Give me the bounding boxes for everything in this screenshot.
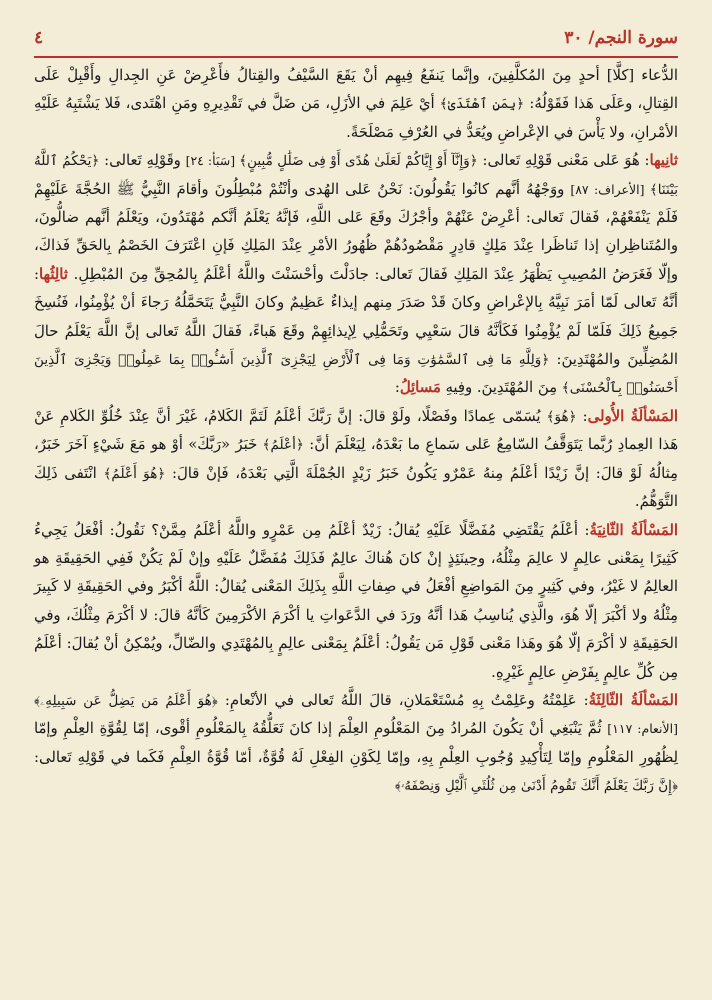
verse-reference: [سَبَأ: ٢٤] [185, 153, 240, 169]
text-run: يُسَمّى عِمادًا وفَصْلًا، ولَوْ قالَ: إنَّ رَبَّكَ أعْلَمُ لَتَمَّ الكَلامُ، غَيْرَ أنَّ عِنْدَ خُلُوِّ الكَلامِ عَنْ هَذا العِمادِ رُبَّما يَتَوَقَّفُ السّامِعُ عَلى سَماعِ ما بَعْدَهُ، لِيَعْلَمَ أنَّ: [34, 407, 678, 454]
section-heading: ثالِثُها [39, 265, 68, 283]
quran-quote: ﴿إِنَّ رَبَّكَ يَعْلَمُ أَنَّكَ تَقُومُ أَدْنَىٰ مِن ثُلُثَىِ ٱلَّيْلِ وَنِصْفَهُۥ﴾ [394, 778, 678, 795]
page-number: ٤ [34, 28, 44, 48]
page-body [34, 62, 678, 992]
paragraph [34, 62, 678, 147]
paragraph [34, 403, 678, 517]
text-run: : أنَّهُ تَعالى لَمّا أمَرَ نَبِيَّهُ بِالإعْراضِ وكانَ قَدْ صَدَرَ مِنهم إيذاءٌ عَظِيمٌ وكانَ النَّبِيُّ يَتَحَمَّلُهُ رَجاءَ أنْ يُؤْمِنُوا، فَنُسِخَ جَمِيعُ ذَلِكَ فَلَمّا لَمْ يُؤْمِنُوا فَكَأنَّهُ قالَ سَعْيِي وتَحَمُّلِي لِإيذائِهِمْ وقَعَ هَباءً، فَقالَ اللَّهُ تَعالى إنَّ اللَّهَ يَعْلَمُ حالَ المُضِلِّينَ والمُهْتَدِينَ: [34, 265, 678, 369]
text-run: : أعْلَمُ يَقْتَضِي مُفَضَّلًا عَلَيْهِ يُقالُ: زَيْدٌ أعْلَمُ مِن عَمْرٍو واللَّهُ أعْلَمُ مِمَّنْ؟ نَقُولُ: أفْعَلُ يَجِيءُ كَثِيرًا بِمَعْنى عالِمٍ لا عالِمَ مِثْلُهُ، وحِينَئِذٍ إنْ كانَ هُناكَ عالِمٌ فَذَلِكَ مُفَضَّلٌ عَلَيْهِ وإنْ لَمْ يَكُنْ فَفِي الحَقِيقَةِ هو العالِمُ لا غَيْرُ، وفي كَثِيرٍ مِنَ المَواضِعِ أفْعَلُ في صِفاتِ اللَّهِ بِذَلِكَ المَعْنى يُقالُ: اللَّهُ أكْبَرُ وفي الحَقِيقَةِ لا كَبِيرَ مِثْلُهُ ولا أكْبَرَ إلّا هُوَ، والَّذِي يُناسِبُ هَذا أنَّهُ ورَدَ في الدَّعَواتِ يا أكْرَمَ الأكْرَمِينَ كَأنَّهُ قالَ: لا أكْرَمَ مِثْلُكَ، وفي الحَقِيقَةِ لا أكْرَمَ إلّا هُوَ وهَذا مَعْنى قَوْلِ مَن يَقُولُ: أعْلَمُ بِمَعْنى عالِمٍ بِالمُهْتَدِي والضّالِّ، ويُمْكِنُ أنْ يُقالَ: أعْلَمُ مِن كُلِّ عالِمٍ بِفَرْضِ عالِمٍ غَيْرِهِ. [34, 521, 679, 681]
text-run: : [394, 379, 400, 397]
quran-quote: ﴿هُوَ أَعْلَمُ مَن يَضِلُّ عَن سَبِيلِهِۦ﴾ [34, 692, 218, 709]
text-run: ثُمَّ يَنْبَغِي أنْ يَكُونَ المُرادُ مِنَ المَعْلُومِ العِلْمَ إذا كانَ تَعَلُّقُهُ بِالمَعْلُومِ أقْوى، إمّا لِقُوَّةِ العِلْمِ وإمّا لِظُهُورِ المَعْلُومِ وإمّا لِتَأْكِيدِ وُجُوبِ العِلْمِ بِهِ، وإمّا لِكَوْنِ الفِعْلِ لَهُ قُوَّةٌ، أمّا قُوَّةُ العِلْمِ فَكَما في قَوْلِهِ تَعالى: [34, 720, 678, 766]
quran-quote: ﴿يَحْكُمُ ٱللَّهُ بَيْنَنَا﴾ [34, 153, 678, 198]
text-run: وقَوْلِهِ تَعالى: [99, 152, 186, 170]
text-run: الدُّعاء [كلَّا] أحدٍ مِنَ المُكلَّفِينَ، وإنَّما يَنفَعُ فِيهِم أنْ يَقَعَ السَّيْفُ والقِتالُ فأَعْرِضْ عَنِ الجِدالِ وأَقْبِلْ عَلَى القِتالِ، وعَلَى هَذا فَقَوْلُهُ: [34, 67, 678, 113]
quran-quote: ﴿وَإِنَّآ أَوْ إِيَّاكُمْ لَعَلَىٰ هُدًى أَوْ فِى ضَلَٰلٍ مُّبِينٍ﴾ [239, 153, 478, 170]
section-heading: المَسْألَةُ الثّانِيَةُ [589, 521, 678, 539]
header-rule [34, 56, 678, 58]
section-heading: ثانِيها [649, 152, 678, 170]
quran-quote: ﴿أعْلَمُ﴾ [262, 437, 304, 454]
quran-quote: ﴿بِمَنِ ٱهْتَدَىٰ﴾ [439, 96, 525, 113]
text-run: : عَلِمْتُهُ وعَلِمْتُ بِهِ مُسْتَعْمَلانِ، قالَ اللَّهُ تَعالى في الأنْعامِ: [217, 691, 589, 709]
text-run: ووَجْهُهُ أنَّهم كانُوا يَقُولُونَ: نَحْنُ عَلى الهُدى وأنْتُمْ مُبْطِلُونَ وأقامَ النَّبِيُّ ﷺ الحُجَّةَ عَلَيْهِمْ فَلَمْ يَنْفَعْهُمْ، فَقالَ تَعالى: أعْرِضْ عَنْهُمْ وأجْرُكَ وقَعَ عَلى اللَّهِ، فَإنَّهُ يَعْلَمُ أنَّكم مُهْتَدُونَ، ويَعْلَمُ أنَّهم ضالُّونَ، والمُتَناظِرانِ إذا تَناظَرا عِنْدَ مَلِكٍ قادِرٍ مَقْصُودُهُمْ ظُهُورُ الأمْرِ عِنْدَ المَلِكِ فَإنِ اعْتَرَفَ الخَصْمُ بِالحَقِّ فَذاكَ، وإلّا فَغَرَضُ المُصِيبِ يَظْهَرُ عِنْدَ المَلِكِ فَقالَ تَعالى: جادَلْتَ وأحْسَنْتَ واللَّهُ أعْلَمُ بِالمُحِقِّ مِنَ المُبْطِلِ. [34, 180, 678, 283]
section-heading: المَسْألَةُ الأُولى [587, 407, 678, 425]
paragraph [34, 147, 678, 403]
text-run: : [576, 407, 588, 425]
page-header [34, 28, 678, 48]
surah-title: سورة النجم/ ٣٠ [564, 28, 678, 48]
paragraph [34, 517, 678, 687]
text-run: : هُوَ عَلى مَعْنى قَوْلِهِ تَعالى: [477, 152, 650, 170]
quran-quote: ﴿هُوَ أَعْلَمُ﴾ [103, 465, 166, 482]
paragraph [34, 687, 678, 801]
text-run: انْتَفى ذَلِكَ التَّوَهُّمُ. [34, 464, 678, 511]
quran-quote: ﴿وَلِلَّهِ مَا فِى ٱلسَّمَٰوَٰتِ وَمَا فِى ٱلْأَرْضِ لِيَجْزِىَ ٱلَّذِينَ أَسَٰٓـُٔوا۟ بِمَا عَمِلُوا۟ وَيَجْزِىَ ٱلَّذِينَ أَحْسَنُوا۟ بِٱلْحُسْنَى﴾ [34, 352, 678, 397]
verse-reference: [الأنعام: ١١٧] [607, 721, 678, 737]
section-heading: مَسائِلُ [399, 379, 441, 397]
text-run: أيْ عَلِمَ في الأزَلِ، مَن ضَلَّ في تَقْدِيرِهِ ومَنِ اهْتَدى، فَلا يَشْتَبِهُ عَلَيْهِ الأمْرانِ، ولا يَأْسَ في الإعْراضِ ويُعَدُّ في العُرْفِ مَصْلَحَةً. [34, 95, 678, 141]
quran-quote: ﴿هُوَ﴾ [546, 408, 577, 425]
verse-reference: [الأعراف: ٨٧] [570, 181, 650, 197]
section-heading: المَسْألَةُ الثّالِثَةُ [588, 691, 678, 709]
text-run: خَبَرُ «رَبَّكَ» أوْ هو مَعَ شَيْءٍ آخَرَ خَبَرٌ، مِثالُهُ لَوْ قالَ: إنَّ زَيْدًا أعْلَمُ مِنهُ عَمْرٌو يَكُونُ خَبَرُ زَيْدٍ الجُمْلَةَ الَّتِي بَعْدَهُ، فَإنْ قالَ: [34, 436, 678, 482]
text-run: مِنَ المُهْتَدِينَ. وفِيهِ [440, 379, 562, 397]
